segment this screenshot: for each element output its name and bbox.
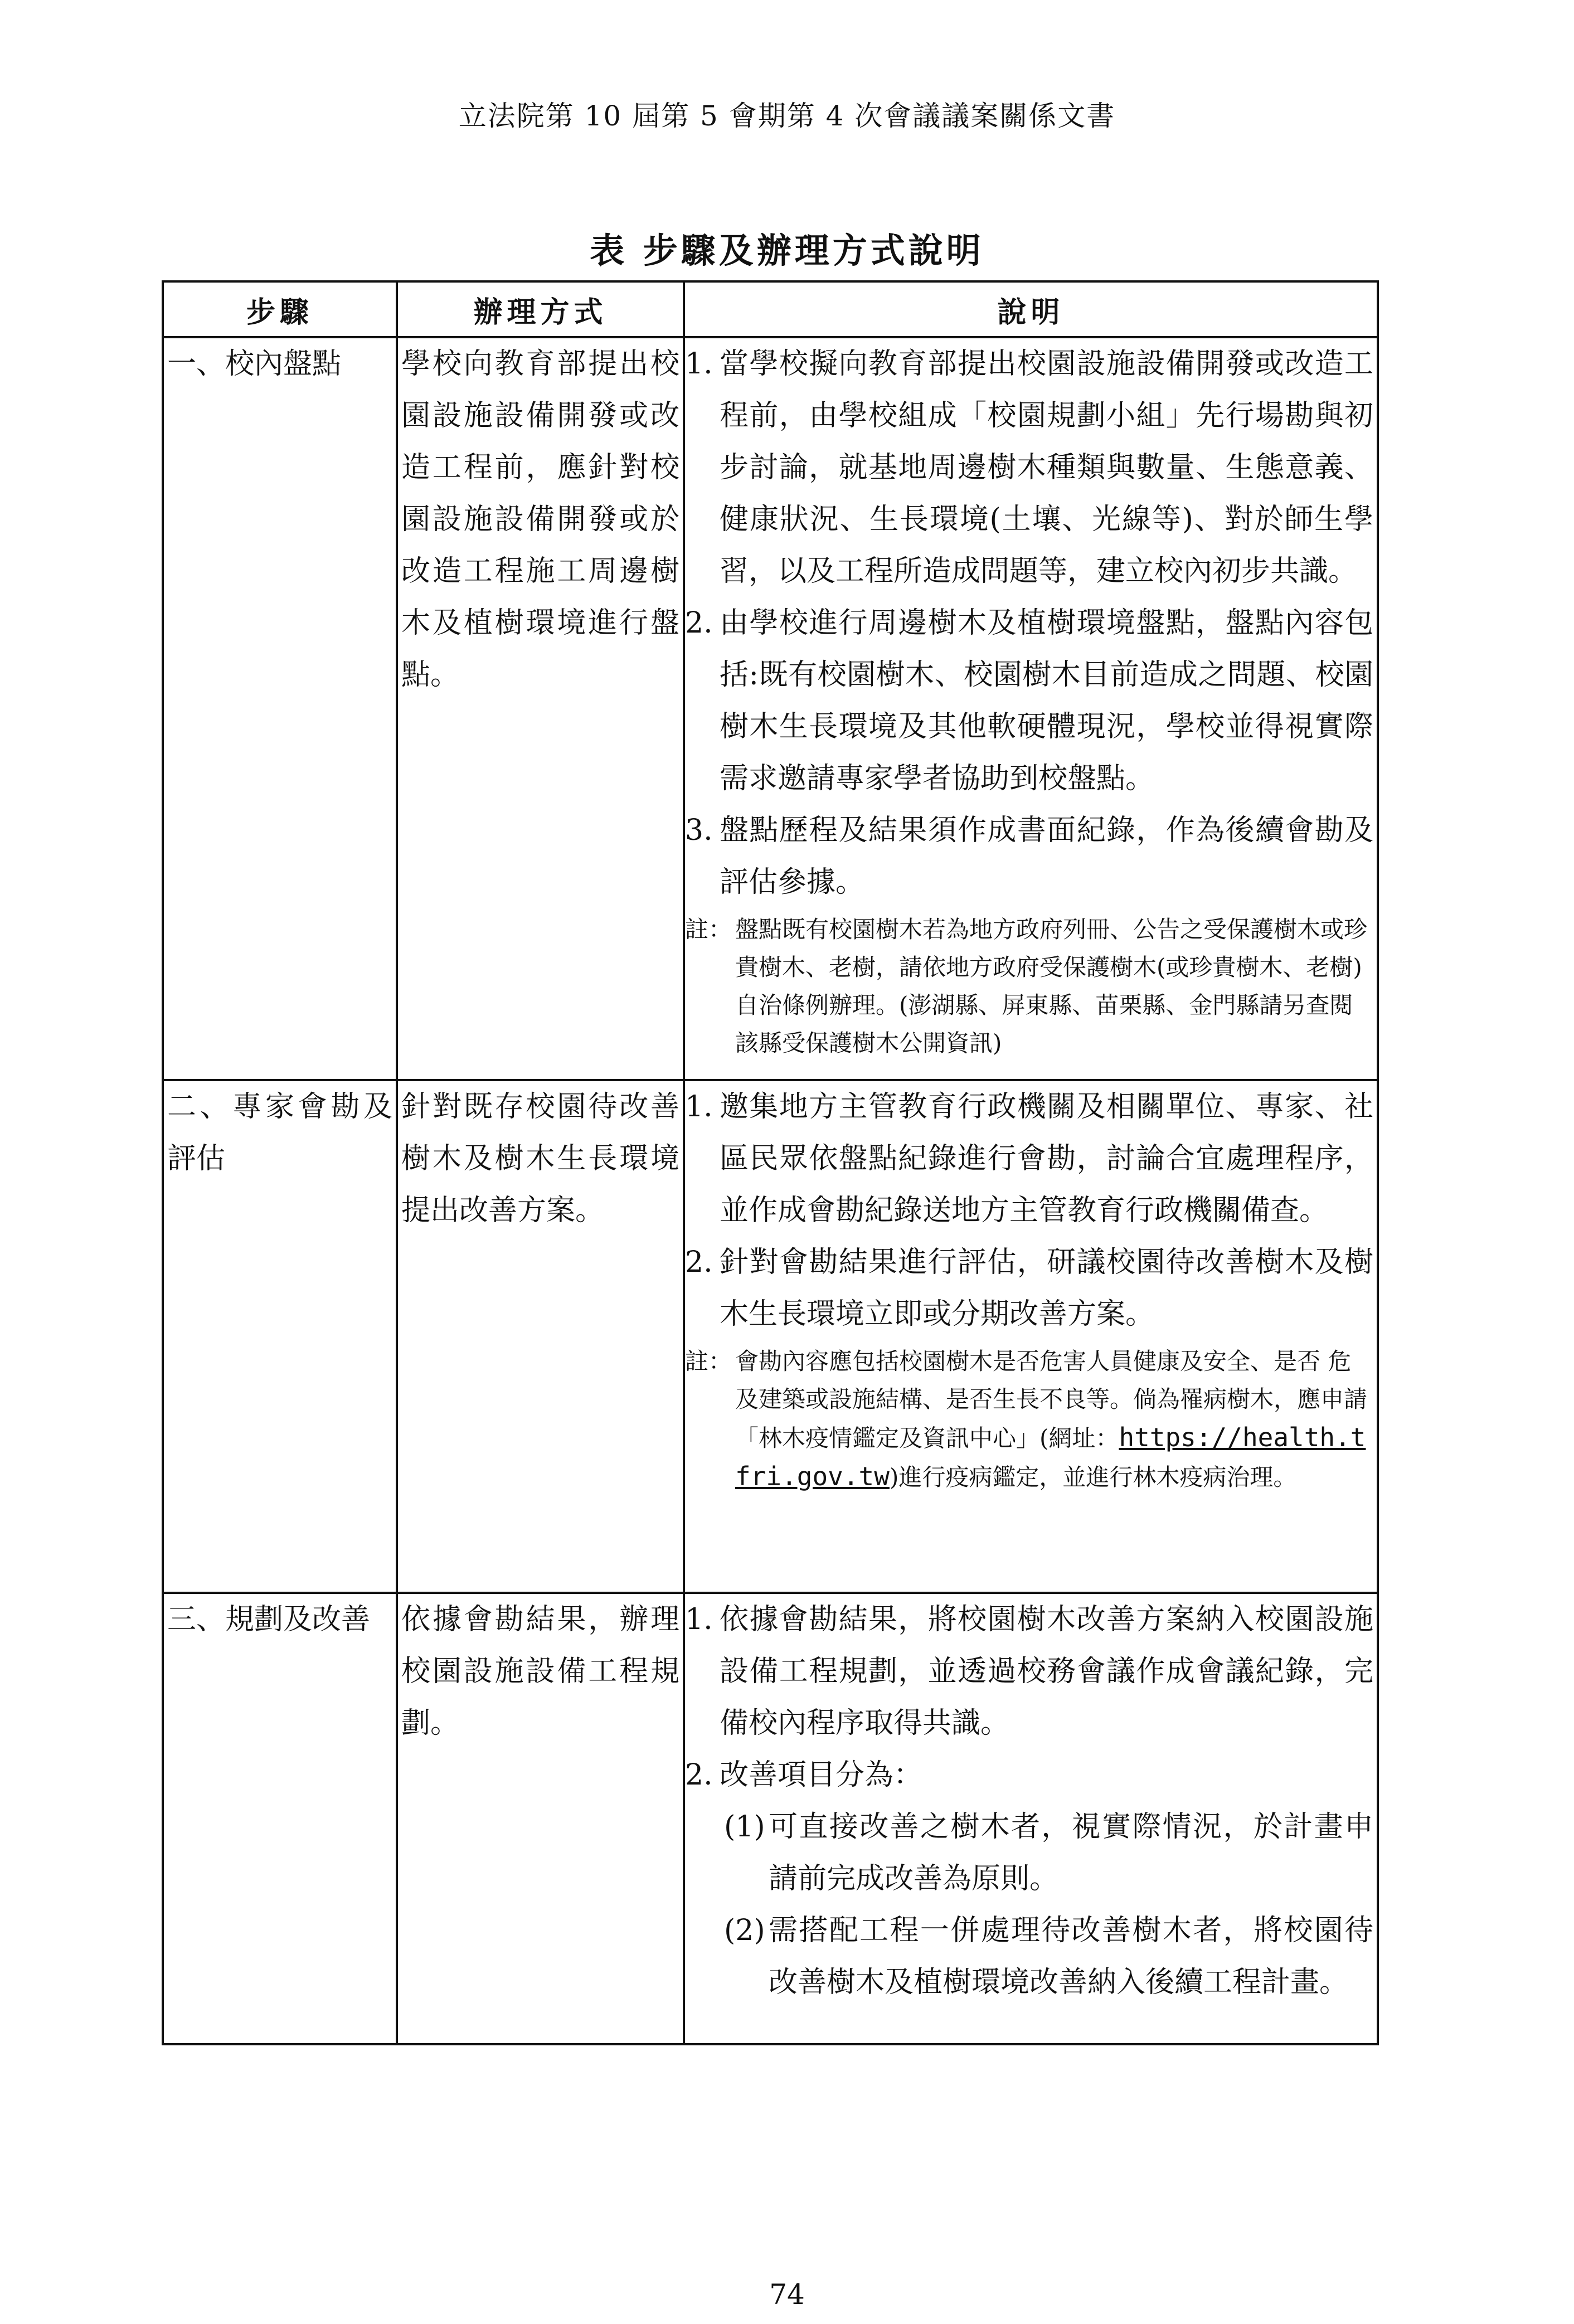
note-label: 註： (685, 916, 732, 943)
note-text (735, 1343, 1377, 1496)
table-header-row (163, 281, 1378, 337)
item-number: 2. (685, 1758, 713, 1792)
method-cell (397, 1593, 684, 2044)
step-cell (163, 1080, 397, 1593)
table-title: 表 步驟及辦理方式說明 (590, 230, 984, 271)
sub-item-number: (1) (724, 1810, 765, 1844)
note-text: 盤點既有校園樹木若為地方政府列冊、公告之受保護樹木或珍貴樹木、老樹，請依地方政府受保護樹木(或珍貴樹木、老樹)自治條例辦理。(澎湖縣、屏東縣、苗栗縣、金門縣請另查閱該縣受保護樹木公開資訊) (735, 916, 1368, 1057)
description-cell (684, 1593, 1378, 2044)
sub-item-text: 可直接改善之樹木者，視實際情況，於計畫申請前完成改善為原則。 (769, 1810, 1373, 1895)
item-text: 改善項目分為： (720, 1758, 923, 1792)
item-text: 依據會勘結果，將校園樹木改善方案納入校園設施設備工程規劃，並透過校務會議作成會議紀錄，完備校內程序取得共識。 (720, 1603, 1373, 1740)
table-row (163, 1593, 1378, 2044)
document-header: 立法院第 10 屆第 5 會期第 4 次會議議案關係文書 (458, 100, 1116, 132)
sub-item (685, 1801, 1377, 1905)
list-item (685, 338, 1377, 597)
step-label: 三、規劃及改善 (167, 1603, 371, 1636)
description-cell (684, 1080, 1378, 1593)
method-text: 學校向教育部提出校園設施設備開發或改造工程前，應針對校園設施設備開發或於改造工程施工周邊樹木及植樹環境進行盤點。 (401, 347, 679, 692)
list-item (685, 1081, 1377, 1237)
item-text: 針對會勘結果進行評估，研議校園待改善樹木及樹木生長環境立即或分期改善方案。 (720, 1246, 1373, 1331)
list-item (685, 1237, 1377, 1340)
item-number: 2. (685, 1246, 713, 1279)
column-header-method: 辦理方式 (397, 281, 684, 337)
column-header-description: 說明 (684, 281, 1378, 337)
list-item (685, 597, 1377, 805)
page-number: 74 (769, 2278, 805, 2311)
sub-item (685, 1905, 1377, 2009)
list-item (685, 1749, 1377, 1801)
item-number: 2. (685, 606, 713, 640)
step-cell (163, 1593, 397, 2044)
list-item (685, 1594, 1377, 1749)
method-cell (397, 337, 684, 1080)
note-text-before: 會勘內容應包括校園樹木是否危害人員健康及安全、是否 危及建築或設施結構、是否生長不良等。倘為罹病樹木，應申請「林木疫情鑑定及資訊中心」(網址： (735, 1348, 1368, 1452)
description-cell (684, 337, 1378, 1080)
table-row (163, 337, 1378, 1080)
steps-table (162, 280, 1379, 2045)
note-label: 註： (685, 1348, 732, 1375)
item-number: 1. (685, 1603, 713, 1636)
method-text: 針對既存校園待改善樹木及樹木生長環境提出改善方案。 (401, 1090, 679, 1227)
note (685, 911, 1377, 1062)
item-number: 1. (685, 347, 713, 381)
step-cell (163, 337, 397, 1080)
url-link[interactable]: https://health.tfri.gov.tw (735, 1422, 1366, 1491)
step-label: 二、專家會勘及評估 (167, 1090, 392, 1175)
note-text-after: )進行疫病鑑定，並進行林木疫病治理。 (889, 1464, 1297, 1491)
sub-item-text: 需搭配工程一併處理待改善樹木者，將校園待改善樹木及植樹環境改善納入後續工程計畫。 (769, 1914, 1373, 1999)
item-number: 3. (685, 814, 713, 847)
item-text: 由學校進行周邊樹木及植樹環境盤點，盤點內容包括:既有校園樹木、校園樹木目前造成之問題、校園樹木生長環境及其他軟硬體現況，學校並得視實際需求邀請專家學者協助到校盤點。 (720, 606, 1373, 795)
method-text: 依據會勘結果，辦理校園設施設備工程規劃。 (401, 1603, 679, 1740)
item-text: 盤點歷程及結果須作成書面紀錄，作為後續會勘及評估參據。 (720, 814, 1373, 899)
step-label: 一、校內盤點 (167, 347, 342, 381)
list-item (685, 805, 1377, 908)
column-header-step: 步驟 (163, 281, 397, 337)
item-text: 當學校擬向教育部提出校園設施設備開發或改造工程前，由學校組成「校園規劃小組」先行場勘與初步討論，就基地周邊樹木種類與數量、生態意義、健康狀況、生長環境(土壤、光線等)、對於師生學習，以及工程所造成問題等，建立校內初步共識。 (720, 347, 1373, 588)
note (685, 1343, 1377, 1496)
item-number: 1. (685, 1090, 713, 1124)
table-row (163, 1080, 1378, 1593)
sub-item-number: (2) (724, 1914, 765, 1947)
method-cell (397, 1080, 684, 1593)
item-text: 邀集地方主管教育行政機關及相關單位、專家、社區民眾依盤點紀錄進行會勘，討論合宜處理程序，並作成會勘紀錄送地方主管教育行政機關備查。 (720, 1090, 1373, 1227)
